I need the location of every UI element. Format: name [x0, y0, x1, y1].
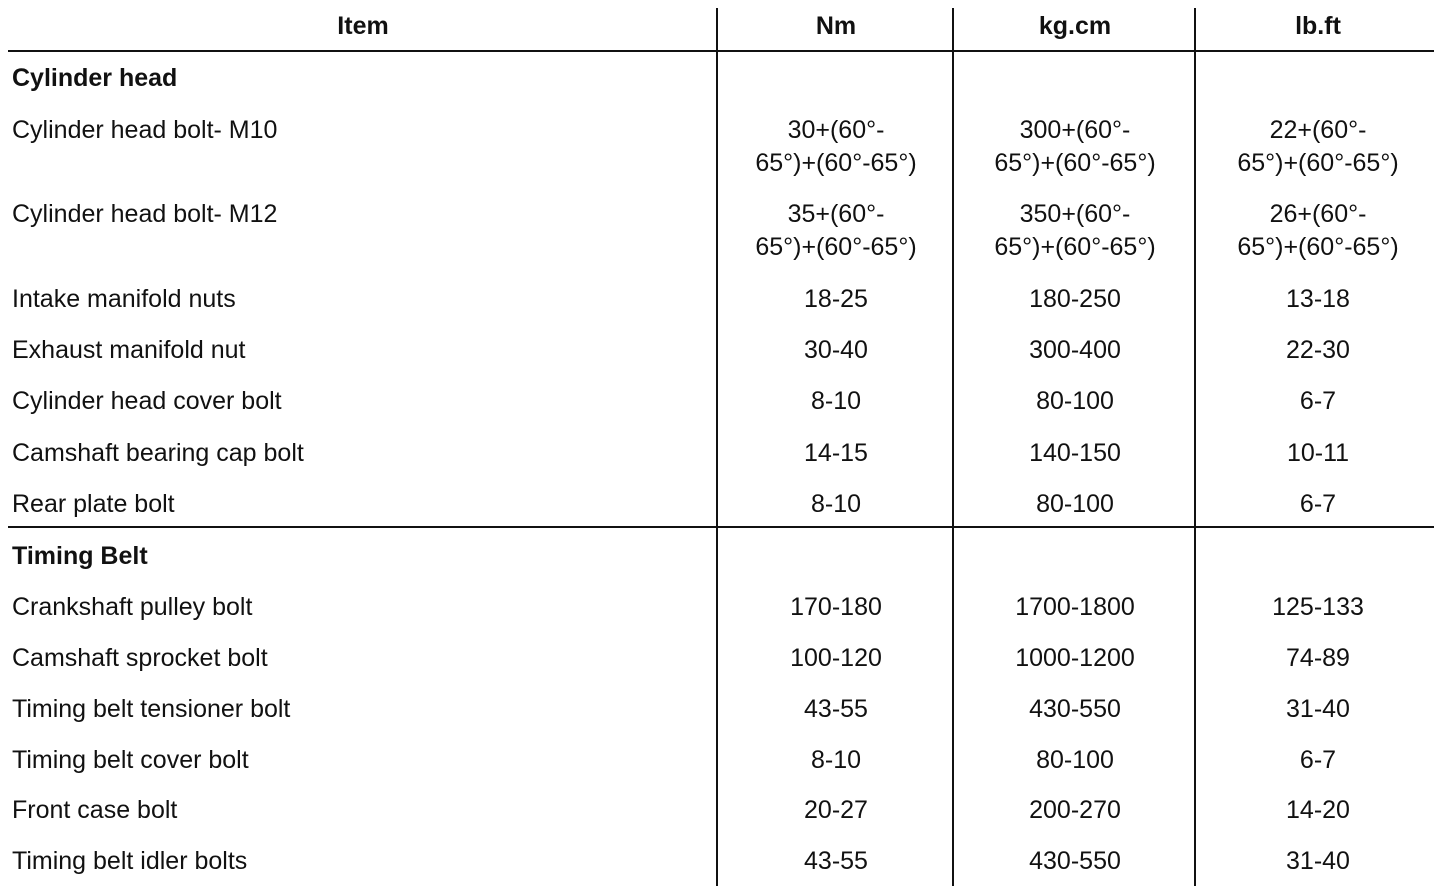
table-row-lbft: 22-30	[1286, 336, 1350, 364]
table-row-lbft: 74-89	[1286, 644, 1350, 672]
table-row-kgcm: 300-400	[1029, 336, 1121, 364]
table-row-nm: 170-180	[790, 593, 882, 621]
table-row-kgcm: 430-550	[1029, 695, 1121, 723]
table-row-lbft: 31-40	[1286, 847, 1350, 875]
table-row-kgcm: 140-150	[1029, 439, 1121, 467]
table-row-nm: 30-40	[804, 336, 868, 364]
table-row-item: Cylinder head bolt- M12	[12, 200, 278, 228]
section-title: Cylinder head	[12, 64, 178, 92]
table-row-item: Rear plate bolt	[12, 490, 175, 518]
table-row-item: Front case bolt	[12, 796, 178, 824]
header-divider	[8, 50, 1434, 52]
table-row-kgcm: 1000-1200	[1015, 644, 1135, 672]
table-row-nm: 43-55	[804, 695, 868, 723]
table-row-nm: 100-120	[790, 644, 882, 672]
table-row-kgcm: 1700-1800	[1015, 593, 1135, 621]
table-row-lbft: 125-133	[1272, 593, 1364, 621]
table-row-lbft: 26+(60°- 65°)+(60°-65°)	[1237, 200, 1399, 261]
table-row-nm: 14-15	[804, 439, 868, 467]
table-row-lbft: 10-11	[1286, 439, 1350, 467]
header-lbft: lb.ft	[1295, 12, 1341, 40]
table-row-lbft: 6-7	[1299, 387, 1337, 415]
table-row-item: Cylinder head cover bolt	[12, 387, 282, 415]
table-row-nm: 43-55	[804, 847, 868, 875]
table-row-item: Exhaust manifold nut	[12, 336, 246, 364]
table-row-nm: 18-25	[804, 285, 868, 313]
table-row-item: Camshaft sprocket bolt	[12, 644, 268, 672]
table-row-lbft: 31-40	[1286, 695, 1350, 723]
table-row-item: Timing belt cover bolt	[12, 746, 249, 774]
table-row-item: Cylinder head bolt- M10	[12, 116, 278, 144]
header-item: Item	[337, 12, 389, 40]
table-row-nm: 8-10	[810, 490, 862, 518]
table-row-item: Camshaft bearing cap bolt	[12, 439, 304, 467]
table-row-lbft: 13-18	[1286, 285, 1350, 313]
table-row-item: Crankshaft pulley bolt	[12, 593, 253, 621]
table-row-kgcm: 80-100	[1036, 746, 1114, 774]
table-row-kgcm: 80-100	[1036, 490, 1114, 518]
table-row-lbft: 6-7	[1299, 746, 1337, 774]
table-row-nm: 30+(60°- 65°)+(60°-65°)	[755, 116, 917, 177]
table-row-lbft: 14-20	[1286, 796, 1350, 824]
table-row-nm: 35+(60°- 65°)+(60°-65°)	[755, 200, 917, 261]
table-row-item: Timing belt tensioner bolt	[12, 695, 291, 723]
table-row-kgcm: 350+(60°- 65°)+(60°-65°)	[994, 200, 1156, 261]
table-row-nm: 8-10	[810, 746, 862, 774]
table-row-kgcm: 80-100	[1036, 387, 1114, 415]
section-divider	[8, 526, 1434, 528]
table-row-nm: 8-10	[810, 387, 862, 415]
table-row-nm: 20-27	[804, 796, 868, 824]
table-row-item: Timing belt idler bolts	[12, 847, 248, 875]
table-row-kgcm: 180-250	[1029, 285, 1121, 313]
section-title: Timing Belt	[12, 542, 148, 570]
header-kgcm: kg.cm	[1038, 12, 1112, 40]
table-row-lbft: 22+(60°- 65°)+(60°-65°)	[1237, 116, 1399, 177]
table-row-kgcm: 300+(60°- 65°)+(60°-65°)	[994, 116, 1156, 177]
table-row-kgcm: 430-550	[1029, 847, 1121, 875]
header-nm: Nm	[815, 12, 857, 40]
table-row-kgcm: 200-270	[1029, 796, 1121, 824]
table-row-item: Intake manifold nuts	[12, 285, 236, 313]
table-row-lbft: 6-7	[1299, 490, 1337, 518]
